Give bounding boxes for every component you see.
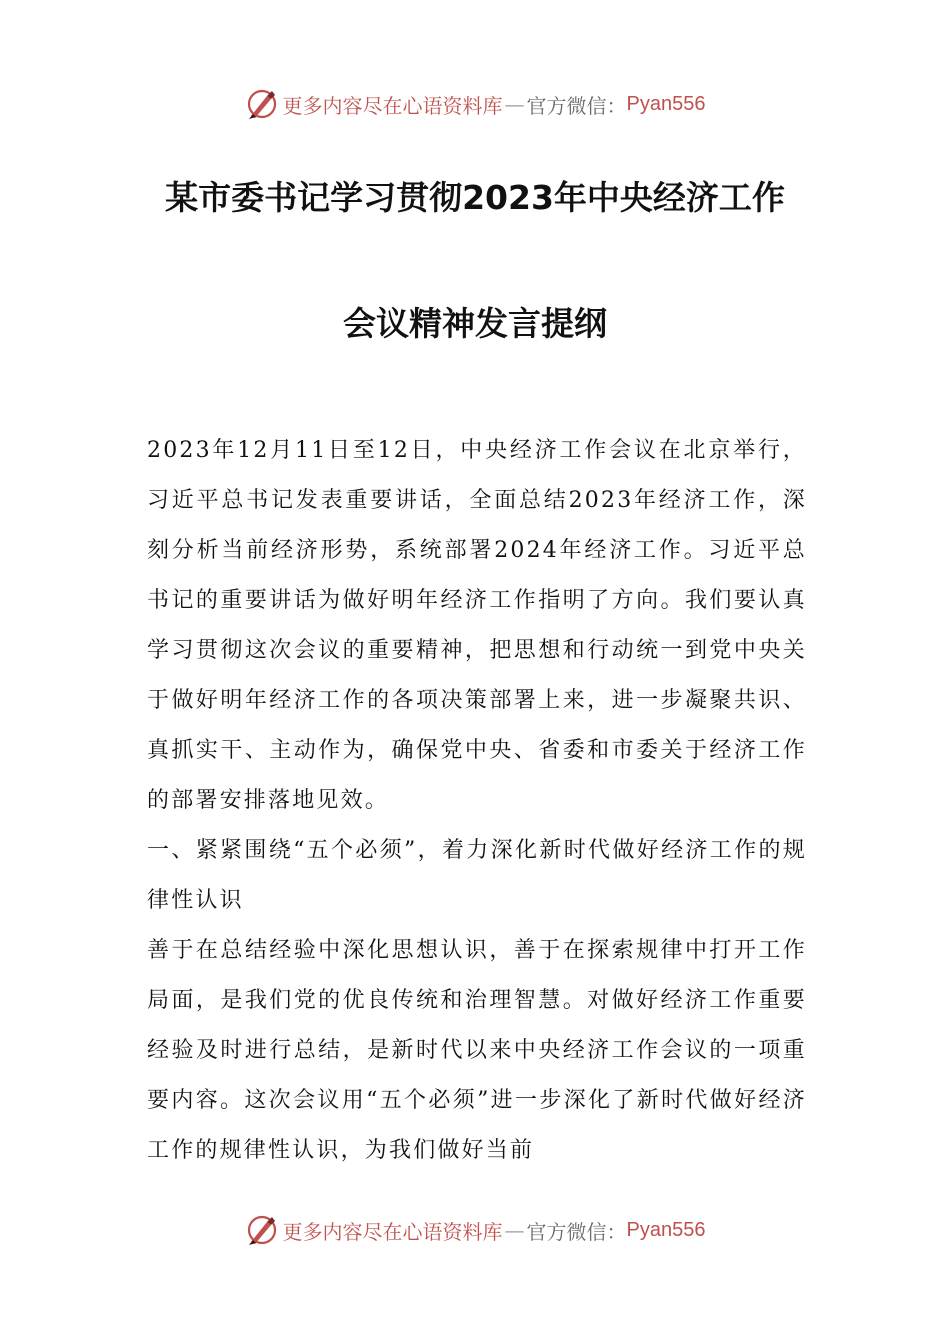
wechat-id: Pyan556 — [626, 92, 706, 115]
header-banner — [0, 84, 950, 124]
wechat-id: Pyan556 — [626, 1218, 706, 1241]
pen-logo-icon — [245, 87, 279, 121]
section-1-paragraph: 善于在总结经验中深化思想认识，善于在探索规律中打开工作局面，是我们党的优良传统和治理智慧。对做好经济工作重要经验及时进行总结，是新时代以来中央经济工作会议的一项重要内容。这次会议用“五个必须”进一步深化了新时代做好经济工作的规律性认识，为我们做好当前 — [147, 938, 807, 1163]
document-body — [147, 426, 807, 1176]
intro-paragraph: 2023年12月11日至12日，中央经济工作会议在北京举行，习近平总书记发表重要讲话，全面总结2023年经济工作，深刻分析当前经济形势，系统部署2024年经济工作。习近平总书记的重要讲话为做好明年经济工作指明了方向。我们要认真学习贯彻这次会议的重要精神，把思想和行动统一到党中央关于做好明年经济工作的各项决策部署上来，进一步凝聚共识、真抓实干、主动作为，确保党中央、省委和市委关于经济工作的部署安排落地见效。 — [147, 438, 807, 813]
section-heading-1: 一、紧紧围绕“五个必须”，着力深化新时代做好经济工作的规律性认识 — [147, 838, 807, 913]
banner-dash: — — [504, 1218, 525, 1242]
wechat-label: 官方微信： — [526, 1219, 627, 1244]
site-text: 更多内容尽在心语资料库 — [282, 93, 503, 118]
document-title-line-1: 某市委书记学习贯彻2023年中央经济工作 — [165, 178, 785, 217]
site-text: 更多内容尽在心语资料库 — [282, 1219, 503, 1244]
footer-banner — [0, 1210, 950, 1250]
pen-logo-icon — [245, 1213, 279, 1247]
banner-dash: — — [504, 92, 525, 116]
document-title-line-2: 会议精神发言提纲 — [343, 304, 607, 343]
wechat-label: 官方微信： — [526, 93, 627, 118]
